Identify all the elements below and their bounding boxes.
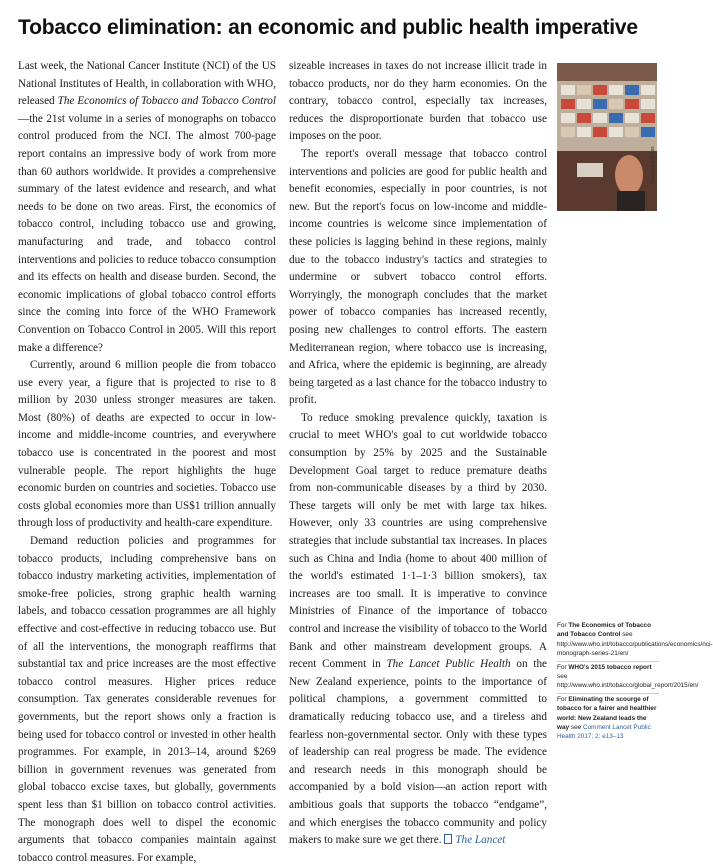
article-title: Tobacco elimination: an economic and public health imperative: [18, 16, 638, 39]
signoff: The Lancet: [455, 834, 506, 847]
tobacco-shop-image: [557, 63, 657, 211]
monograph-title: The Economics of Tobacco and Tobacco Control: [57, 95, 276, 108]
sidebar-ref: For The Economics of Tobacco and Tobacco Control see http://www.who.int/tobacco/publications/economics/nci-monograph-series-21/en/: [557, 622, 713, 658]
article-column-left: [18, 58, 276, 867]
lancet-signoff-icon: [444, 834, 452, 844]
sidebar-references: [557, 620, 713, 744]
paragraph-taxation: To reduce smoking prevalence quickly, taxation is crucial to meet WHO's goal to cut worldwide tobacco consumption by 25% by 2025 and the Sustainable Development Goal target to reduce premature deaths from non-communicable diseases by a third by 2030. These targets will only be met with large tax hikes. However, only 33 countries are using comprehensive strategies that include substantial tax increases. In places such as China and India (home to about 400 million of the world's estimated 1·1–1·3 billion smokers), tax increases are too small. It is imperative to convince Ministries of Finance of the importance of tobacco control and increase the visibility of tobacco to the World Bank and other mainstream development groups. A recent Comment in The Lancet Public Health on the New Zealand experience, points to the importance of political champions, a government committed to dramatically reducing tobacco use, and a tireless and fearless non-governmental sector. Only with these types of leadership can real progress be made. The evidence and research needs in this monograph should be accompanied by a bold vision—an action report with ambitious goals that supports the tobacco “endgame”, and which energises the tobacco community and policy makers to make sure we get there. The Lancet: [289, 411, 548, 847]
paragraph-intro: Last week, the National Cancer Institute (NCI) of the US National Institutes of Health, in collaboration with WHO, released The Economics of Tobacco and Tobacco Control—the 21st volume in a series of monographs on tobacco control produced from the NCI. The almost 700-page report contains an impressive body of work from more than 60 authors worldwide. It provides a comprehensive summary of the latest evidence and research, and what needs to be done on two areas. First, the economics of tobacco control, including tobacco use and growing, manufacturing and trade, and tobacco control interventions and policies to reduce tobacco consumption and its effects on health and disease burden. Second, the economic implications of global tobacco control efforts since the coming into force of the WHO Framework Convention on Tobacco Control in 2005. Will this report make a difference?: [18, 60, 276, 354]
ref-link[interactable]: http://www.who.int/tobacco/publications/economics/nci-monograph-series-21/en/: [557, 640, 713, 658]
ref-link[interactable]: http://www.who.int/tobacco/global_report/2015/en/: [557, 682, 699, 690]
paragraph-deaths: Currently, around 6 million people die from tobacco use every year, a figure that is projected to rise to 8 million by 2030 unless stronger measures are taken. Most (80%) of deaths are expected to occur in low-income and middle-income countries, and everywhere tobacco use is concentrated in the poorest and most vulnerable people. The report highlights the huge economic burden on countries and societies. Tobacco use costs global economies more than US$1 trillion annually through loss of productivity and health-care expenditure.: [18, 359, 276, 530]
paragraph-continued: sizeable increases in taxes do not increase illicit trade in tobacco products, nor do they harm economies. On the contrary, tobacco control, especially tax increases, reduces the disproportionate burden that tobacco use imposes on the poor.: [289, 60, 547, 143]
sidebar-ref: For Eliminating the scourge of tobacco for a fairer and healthier world: New Zealand leads the way see Comment Lancet Public Health 2017; 2: e13–13: [557, 693, 659, 742]
article-photo: [557, 63, 657, 211]
article-column-right: [289, 58, 547, 850]
ref-link[interactable]: Comment Lancet Public Health 2017; 2: e13–13: [557, 724, 651, 741]
sidebar-ref: For WHO's 2015 tobacco report see http://www.who.int/tobacco/global_report/2015/en/: [557, 661, 659, 691]
journal-title: The Lancet Public Health: [386, 658, 511, 671]
photo-credit: Associated Press: [650, 146, 656, 185]
paragraph-overall-message: The report's overall message that tobacco control interventions and policies are good for public health and benefit economies, especially in poor countries, is not new. But the report's focus on low-income and middle-income countries is welcome since implementation of these policies is lagging behind in these regions, mainly due to the tobacco industry's tactics and strategies to undermine or subvert tobacco control efforts. Worryingly, the monograph concludes that the market power of tobacco companies has increased recently, posing new challenges to control efforts. The eastern Mediterranean region, where tobacco use is increasing, and Africa, where the epidemic is beginning, are already being targeted as a last chance for the tobacco industry to profit.: [289, 147, 547, 407]
paragraph-demand-reduction: Demand reduction policies and programmes for tobacco products, including comprehensive bans on tobacco industry marketing activities, implementation of smoke-free policies, strong graphic health warning labels, and tobacco cessation programmes are all highly effective and cost-effective in reducing tobacco use. But of all the interventions, the monograph reaffirms that substantial tax and price increases are the most effective tobacco control measures. Higher prices reduce consumption. Tax generates considerable revenues for governments, but the report shows only a fraction is being used for tobacco control or invested in other health programmes. For example, in 2013–14, around $269 billion in government revenues was generated from global tobacco excise taxes, but globally, governments spent less than $1 billion on tobacco control activities. The monograph does well to dispel the economic arguments that tobacco companies maintain against tobacco control measures. For example,: [18, 535, 276, 864]
